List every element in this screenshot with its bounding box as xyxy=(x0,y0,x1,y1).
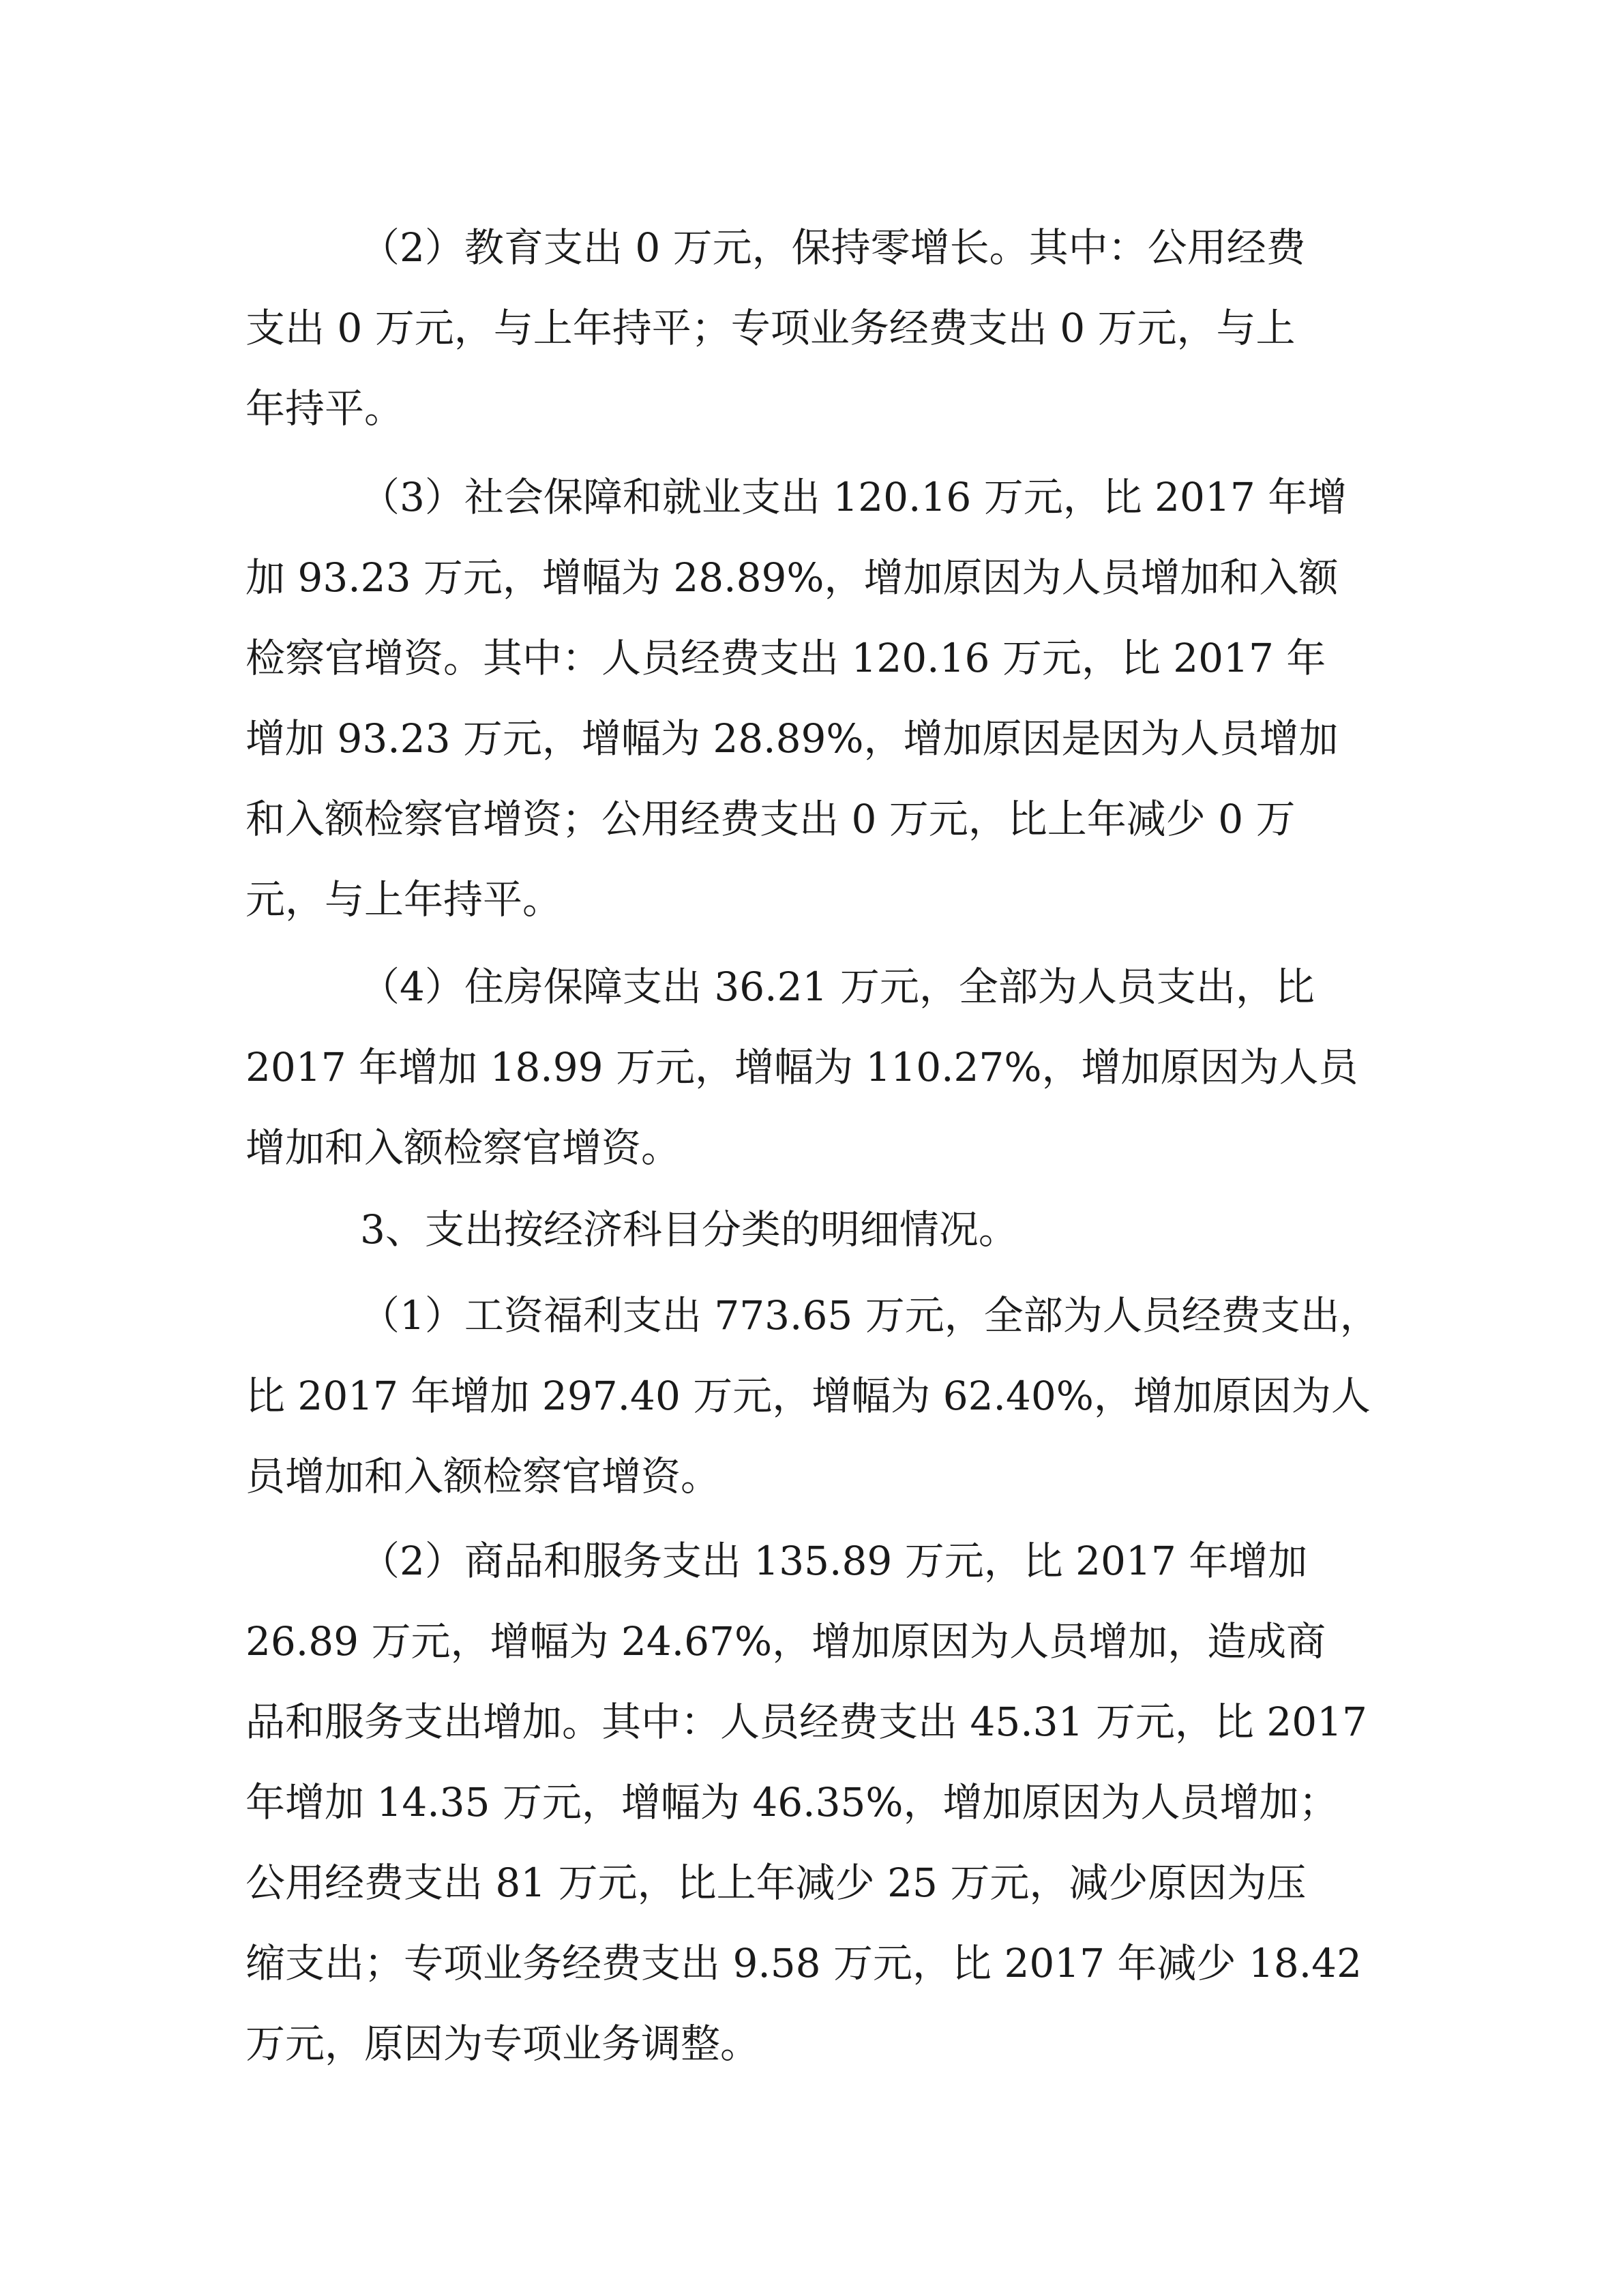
text-line: 检察官增资。其中：人员经费支出 120.16 万元，比 2017 年 xyxy=(245,635,1326,681)
text-line: （1）工资福利支出 773.65 万元，全部为人员经费支出， xyxy=(360,1292,1380,1339)
text-line: （4）住房保障支出 36.21 万元，全部为人员支出，比 xyxy=(360,964,1315,1010)
text-line: 缩支出；专项业务经费支出 9.58 万元，比 2017 年减少 18.42 xyxy=(245,1940,1362,1986)
section-heading: 3、支出按经济科目分类的明细情况。 xyxy=(360,1206,1018,1253)
text-line: （3）社会保障和就业支出 120.16 万元，比 2017 年增 xyxy=(360,474,1347,520)
text-line: 支出 0 万元，与上年持平；专项业务经费支出 0 万元，与上 xyxy=(245,305,1296,351)
text-line: 加 93.23 万元，增幅为 28.89%，增加原因为人员增加和入额 xyxy=(245,554,1339,601)
text-line: （2）教育支出 0 万元，保持零增长。其中：公用经费 xyxy=(360,224,1306,271)
text-line: 年增加 14.35 万元，增幅为 46.35%，增加原因为人员增加； xyxy=(245,1779,1339,1825)
text-line: （2）商品和服务支出 135.89 万元，比 2017 年增加 xyxy=(360,1538,1308,1584)
text-line: 2017 年增加 18.99 万元，增幅为 110.27%，增加原因为人员 xyxy=(245,1044,1358,1090)
text-line: 公用经费支出 81 万元，比上年减少 25 万元，减少原因为压 xyxy=(245,1860,1307,1906)
text-line: 增加和入额检察官增资。 xyxy=(245,1124,681,1171)
text-line: 26.89 万元，增幅为 24.67%，增加原因为人员增加，造成商 xyxy=(245,1618,1326,1665)
text-line: 年持平。 xyxy=(245,385,404,432)
text-line: 增加 93.23 万元，增幅为 28.89%，增加原因是因为人员增加 xyxy=(245,715,1339,762)
text-line: 元，与上年持平。 xyxy=(245,876,563,923)
text-line: 品和服务支出增加。其中：人员经费支出 45.31 万元，比 2017 xyxy=(245,1699,1367,1745)
text-line: 万元，原因为专项业务调整。 xyxy=(245,2021,760,2067)
text-line: 和入额检察官增资；公用经费支出 0 万元，比上年减少 0 万 xyxy=(245,796,1296,842)
text-line: 比 2017 年增加 297.40 万元，增幅为 62.40%，增加原因为人 xyxy=(245,1373,1371,1419)
text-line: 员增加和入额检察官增资。 xyxy=(245,1453,721,1500)
